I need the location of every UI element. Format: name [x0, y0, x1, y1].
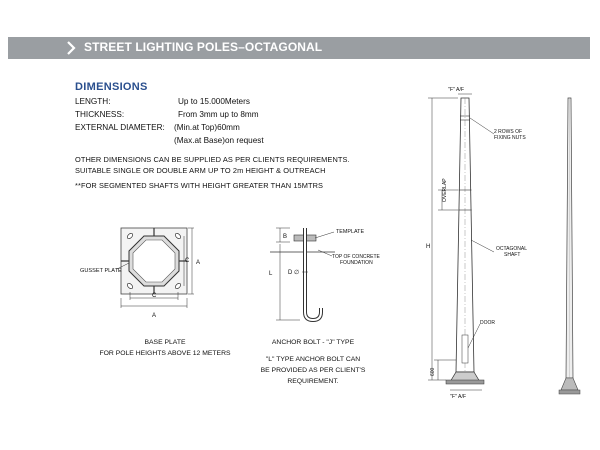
note-line: SUITABLE SINGLE OR DOUBLE ARM UP TO 2m HEIGHT & OUTREACH	[75, 166, 326, 175]
chevron-right-icon	[64, 40, 78, 56]
page-title: STREET LIGHTING POLES–OCTAGONAL	[84, 40, 323, 54]
anchor-bolt-caption: REQUIREMENT.	[287, 378, 339, 385]
thickness-value: From 3mm up to 8mm	[178, 110, 259, 119]
dim-label: A	[196, 260, 201, 266]
pole-elevation-drawing	[410, 80, 530, 400]
fixing-nuts-label: 2 ROWS OF	[494, 129, 523, 135]
pole-side-view	[556, 96, 586, 401]
diameter-value: (Min.at Top)60mm	[174, 123, 240, 132]
overlap-label: OVERLAP	[442, 178, 448, 202]
diameter-max-value: (Max.at Base)on request	[174, 136, 264, 145]
length-value: Up to 15.000Meters	[178, 97, 250, 106]
height-label: H	[426, 244, 431, 250]
fixing-nuts-label: FIXING NUTS	[494, 135, 526, 141]
pole-door	[462, 335, 468, 363]
template-label: TEMPLATE	[336, 229, 365, 235]
top-af-label: "F" A/F	[448, 87, 465, 93]
anchor-bolt-drawing	[260, 222, 410, 332]
shaft-label: SHAFT	[504, 252, 521, 258]
dimensions-heading: DIMENSIONS	[75, 81, 148, 93]
foundation-label: TOP OF CONCRETE	[332, 254, 380, 260]
header-banner	[8, 37, 590, 59]
length-label: LENGTH:	[75, 97, 111, 106]
shaft-label: OCTAGONAL	[496, 246, 528, 252]
door-label: DOOR	[480, 320, 495, 326]
dim-label: C	[152, 293, 157, 299]
anchor-bolt-caption: ANCHOR BOLT - "J" TYPE	[271, 339, 355, 346]
diameter-label: EXTERNAL DIAMETER:	[75, 123, 165, 132]
j-bolt	[305, 228, 321, 320]
dim-label: A	[152, 313, 157, 319]
base-plate-caption: FOR POLE HEIGHTS ABOVE 12 METERS	[99, 350, 231, 357]
base-plate-caption: BASE PLATE	[144, 339, 186, 346]
thickness-label: THICKNESS:	[75, 110, 125, 119]
l-label: L	[269, 271, 273, 277]
bottom-af-label: "F" A/F	[450, 394, 467, 400]
b-label: B	[283, 234, 288, 240]
gusset-plate-label: GUSSET PLATE	[80, 268, 122, 274]
anchor-bolt-caption: "L" TYPE ANCHOR BOLT CAN	[265, 356, 361, 363]
anchor-bolt-caption: BE PROVIDED AS PER CLIENT'S	[260, 367, 366, 374]
dim-label: C	[185, 258, 190, 264]
note-line: **FOR SEGMENTED SHAFTS WITH HEIGHT GREATER THAN 15MTRS	[75, 181, 324, 190]
d-label: D ∅	[288, 270, 300, 276]
foundation-label: FOUNDATION	[340, 260, 373, 266]
note-line: OTHER DIMENSIONS CAN BE SUPPLIED AS PER CLIENTS REQUIREMENTS.	[75, 155, 350, 164]
base-plate-drawing	[80, 222, 220, 322]
base-dim-label: 600	[430, 367, 436, 376]
